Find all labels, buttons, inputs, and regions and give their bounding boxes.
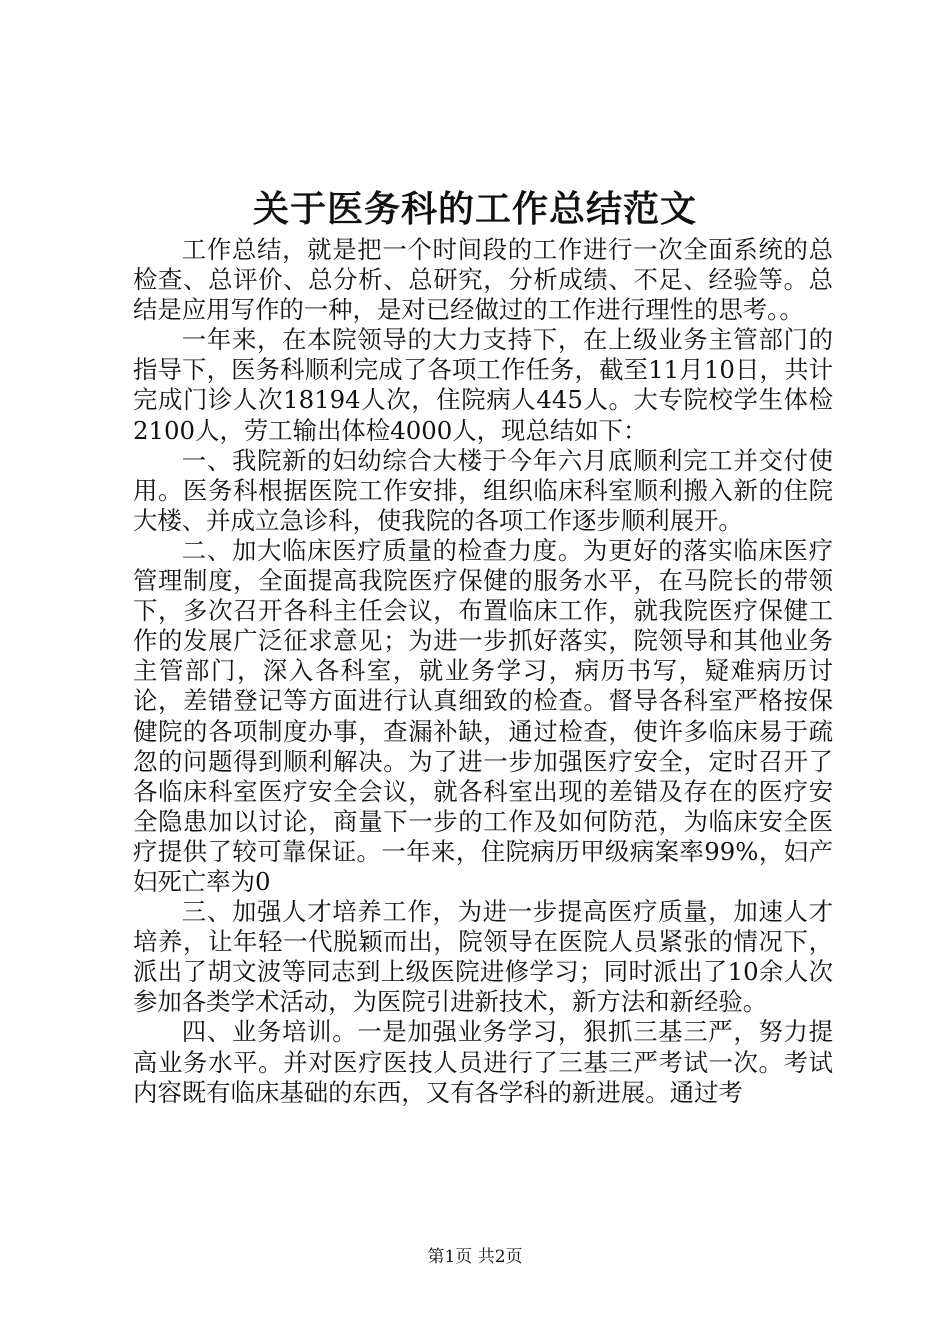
paragraph-intro: 工作总结，就是把一个时间段的工作进行一次全面系统的总检查、总评价、总分析、总研究，分析成绩、不足、经验等。总结是应用写作的一种，是对已经做过的工作进行理性的思考。。 bbox=[133, 235, 833, 325]
page-number-footer: 第1页 共2页 bbox=[427, 1247, 523, 1267]
paragraph-item-3: 三、加强人才培养工作，为进一步提高医疗质量，加速人才培养，让年轻一代脱颖而出，院领导在医院人员紧张的情况下，派出了胡文波等同志到上级医院进修学习；同时派出了10余人次参加各类学术活动，为医院引进新技术，新方法和新经验。 bbox=[133, 897, 833, 1017]
document-body bbox=[133, 235, 833, 1108]
paragraph-item-4: 四、业务培训。一是加强业务学习，狠抓三基三严，努力提高业务水平。并对医疗医技人员进行了三基三严考试一次。考试内容既有临床基础的东西，又有各学科的新进展。通过考 bbox=[133, 1017, 833, 1107]
paragraph-item-2: 二、加大临床医疗质量的检查力度。为更好的落实临床医疗管理制度，全面提高我院医疗保健的服务水平，在马院长的带领下，多次召开各科主任会议，布置临床工作，就我院医疗保健工作的发展广泛征求意见；为进一步抓好落实，院领导和其他业务主管部门，深入各科室，就业务学习，病历书写，疑难病历讨论，差错登记等方面进行认真细致的检查。督导各科室严格按保健院的各项制度办事，查漏补缺，通过检查，使许多临床易于疏忽的问题得到顺利解决。为了进一步加强医疗安全，定时召开了各临床科室医疗安全会议，就各科室出现的差错及存在的医疗安全隐患加以讨论，商量下一步的工作及如何防范，为临床安全医疗提供了较可靠保证。一年来，住院病历甲级病案率99%，妇产妇死亡率为0 bbox=[133, 535, 833, 896]
document-title: 关于医务科的工作总结范文 bbox=[252, 188, 697, 230]
paragraph-overview: 一年来，在本院领导的大力支持下，在上级业务主管部门的指导下，医务科顺利完成了各项工作任务，截至11月10日，共计完成门诊人次18194人次，住院病人445人。大专院校学生体检2100人，劳工输出体检4000人，现总结如下： bbox=[133, 325, 833, 445]
paragraph-item-1: 一、我院新的妇幼综合大楼于今年六月底顺利完工并交付使用。医务科根据医院工作安排，组织临床科室顺利搬入新的住院大楼、并成立急诊科，使我院的各项工作逐步顺利展开。 bbox=[133, 445, 833, 535]
